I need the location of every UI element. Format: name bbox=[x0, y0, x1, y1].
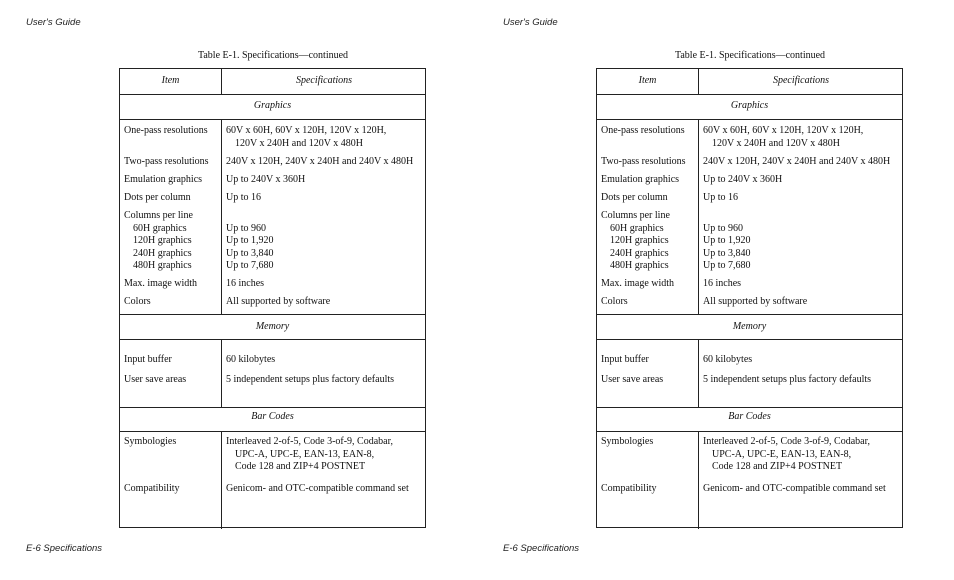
value-one-pass bbox=[703, 125, 903, 150]
value-emulation: Up to 240V x 360H bbox=[703, 174, 783, 185]
column-divider bbox=[698, 339, 699, 407]
label-one-pass: One-pass resolutions bbox=[601, 125, 685, 136]
spec-table bbox=[596, 68, 903, 528]
value-save-areas: 5 independent setups plus factory defaults bbox=[226, 374, 395, 385]
divider bbox=[597, 119, 902, 120]
value-line: Up to 960 bbox=[703, 222, 743, 234]
running-header: User's Guide bbox=[503, 17, 558, 28]
value-dots: Up to 16 bbox=[703, 192, 738, 203]
label-line: 120H graphics bbox=[610, 235, 669, 246]
divider bbox=[597, 339, 902, 340]
divider bbox=[120, 339, 425, 340]
label-columns bbox=[124, 210, 220, 273]
value-colors: All supported by software bbox=[703, 296, 808, 307]
value-line: UPC-A, UPC-E, EAN-13, EAN-8, bbox=[712, 448, 852, 460]
divider bbox=[597, 314, 902, 315]
divider bbox=[120, 407, 425, 408]
label-line: 120H graphics bbox=[133, 235, 192, 246]
label-two-pass: Two-pass resolutions bbox=[124, 156, 209, 167]
section-heading-bar-codes: Bar Codes bbox=[251, 411, 294, 422]
label-dots: Dots per column bbox=[601, 192, 668, 203]
running-footer: E-6 Specifications bbox=[503, 543, 580, 554]
table-caption: Table E-1. Specifications—continued bbox=[197, 50, 349, 61]
divider bbox=[597, 407, 902, 408]
label-input-buffer: Input buffer bbox=[124, 354, 172, 365]
column-divider bbox=[698, 119, 699, 314]
value-two-pass: 240V x 120H, 240V x 240H and 240V x 480H bbox=[703, 156, 891, 167]
column-divider bbox=[698, 431, 699, 529]
value-line: UPC-A, UPC-E, EAN-13, EAN-8, bbox=[235, 448, 375, 460]
label-compatibility: Compatibility bbox=[124, 483, 180, 494]
label-colors: Colors bbox=[124, 296, 151, 307]
label-line: 60H graphics bbox=[610, 222, 664, 234]
running-footer: E-6 Specifications bbox=[26, 543, 103, 554]
value-two-pass: 240V x 120H, 240V x 240H and 240V x 480H bbox=[226, 156, 414, 167]
label-dots: Dots per column bbox=[124, 192, 191, 203]
section-heading-graphics: Graphics bbox=[730, 100, 769, 111]
divider bbox=[120, 431, 425, 432]
column-divider bbox=[221, 431, 222, 529]
value-line: Interleaved 2-of-5, Code 3-of-9, Codabar, bbox=[226, 436, 394, 447]
label-line: 480H graphics bbox=[610, 260, 669, 271]
label-symbologies: Symbologies bbox=[601, 436, 654, 447]
value-line: Code 128 and ZIP+4 POSTNET bbox=[235, 461, 366, 472]
value-line: Up to 1,920 bbox=[226, 235, 274, 246]
label-colors: Colors bbox=[601, 296, 628, 307]
label-max-width: Max. image width bbox=[601, 278, 675, 289]
value-line: Up to 7,680 bbox=[703, 260, 751, 271]
label-save-areas: User save areas bbox=[124, 374, 187, 385]
label-max-width: Max. image width bbox=[124, 278, 198, 289]
label-input-buffer: Input buffer bbox=[601, 354, 649, 365]
label-two-pass: Two-pass resolutions bbox=[601, 156, 686, 167]
value-save-areas: 5 independent setups plus factory defaults bbox=[703, 374, 872, 385]
label-compatibility: Compatibility bbox=[601, 483, 657, 494]
column-header-specifications: Specifications bbox=[772, 75, 830, 86]
value-symbologies bbox=[226, 436, 426, 474]
label-line: 60H graphics bbox=[133, 222, 187, 234]
divider bbox=[597, 431, 902, 432]
column-divider bbox=[221, 339, 222, 407]
value-line: Code 128 and ZIP+4 POSTNET bbox=[712, 461, 843, 472]
label-line: Columns per line bbox=[124, 210, 193, 221]
page-right bbox=[477, 0, 954, 580]
value-colors: All supported by software bbox=[226, 296, 331, 307]
divider bbox=[597, 94, 902, 95]
value-max-width: 16 inches bbox=[703, 278, 742, 289]
label-save-areas: User save areas bbox=[601, 374, 664, 385]
value-line: Up to 3,840 bbox=[703, 247, 751, 259]
label-emulation: Emulation graphics bbox=[601, 174, 680, 185]
value-line: Up to 1,920 bbox=[703, 235, 751, 246]
value-compatibility: Genicom- and OTC-compatible command set bbox=[703, 483, 886, 494]
divider bbox=[120, 119, 425, 120]
column-divider bbox=[221, 119, 222, 314]
value-line: 120V x 240H and 120V x 480H bbox=[712, 137, 840, 149]
value-max-width: 16 inches bbox=[226, 278, 265, 289]
value-emulation: Up to 240V x 360H bbox=[226, 174, 306, 185]
value-line: 60V x 60H, 60V x 120H, 120V x 120H, bbox=[703, 125, 864, 136]
table-caption: Table E-1. Specifications—continued bbox=[674, 50, 826, 61]
divider bbox=[120, 94, 425, 95]
section-heading-graphics: Graphics bbox=[253, 100, 292, 111]
label-line: 240H graphics bbox=[610, 247, 669, 259]
spec-table bbox=[119, 68, 426, 528]
value-dots: Up to 16 bbox=[226, 192, 261, 203]
column-header-item: Item bbox=[161, 75, 180, 86]
value-columns bbox=[703, 223, 903, 273]
section-heading-memory: Memory bbox=[255, 321, 290, 332]
divider bbox=[120, 314, 425, 315]
label-symbologies: Symbologies bbox=[124, 436, 177, 447]
column-header-specifications: Specifications bbox=[295, 75, 353, 86]
value-line: Up to 7,680 bbox=[226, 260, 274, 271]
section-heading-memory: Memory bbox=[732, 321, 767, 332]
value-one-pass bbox=[226, 125, 426, 150]
column-header-item: Item bbox=[638, 75, 657, 86]
section-heading-bar-codes: Bar Codes bbox=[728, 411, 771, 422]
value-line: Up to 960 bbox=[226, 222, 266, 234]
label-one-pass: One-pass resolutions bbox=[124, 125, 208, 136]
value-symbologies bbox=[703, 436, 903, 474]
label-columns bbox=[601, 210, 697, 273]
value-line: 60V x 60H, 60V x 120H, 120V x 120H, bbox=[226, 125, 387, 136]
label-line: Columns per line bbox=[601, 210, 670, 221]
label-line: 240H graphics bbox=[133, 247, 192, 259]
value-line: 120V x 240H and 120V x 480H bbox=[235, 137, 363, 149]
value-line: Interleaved 2-of-5, Code 3-of-9, Codabar, bbox=[703, 436, 871, 447]
value-input-buffer: 60 kilobytes bbox=[703, 354, 753, 365]
label-emulation: Emulation graphics bbox=[124, 174, 203, 185]
value-line: Up to 3,840 bbox=[226, 247, 274, 259]
value-input-buffer: 60 kilobytes bbox=[226, 354, 276, 365]
value-compatibility: Genicom- and OTC-compatible command set bbox=[226, 483, 409, 494]
label-line: 480H graphics bbox=[133, 260, 192, 271]
running-header: User's Guide bbox=[26, 17, 81, 28]
value-columns bbox=[226, 223, 426, 273]
